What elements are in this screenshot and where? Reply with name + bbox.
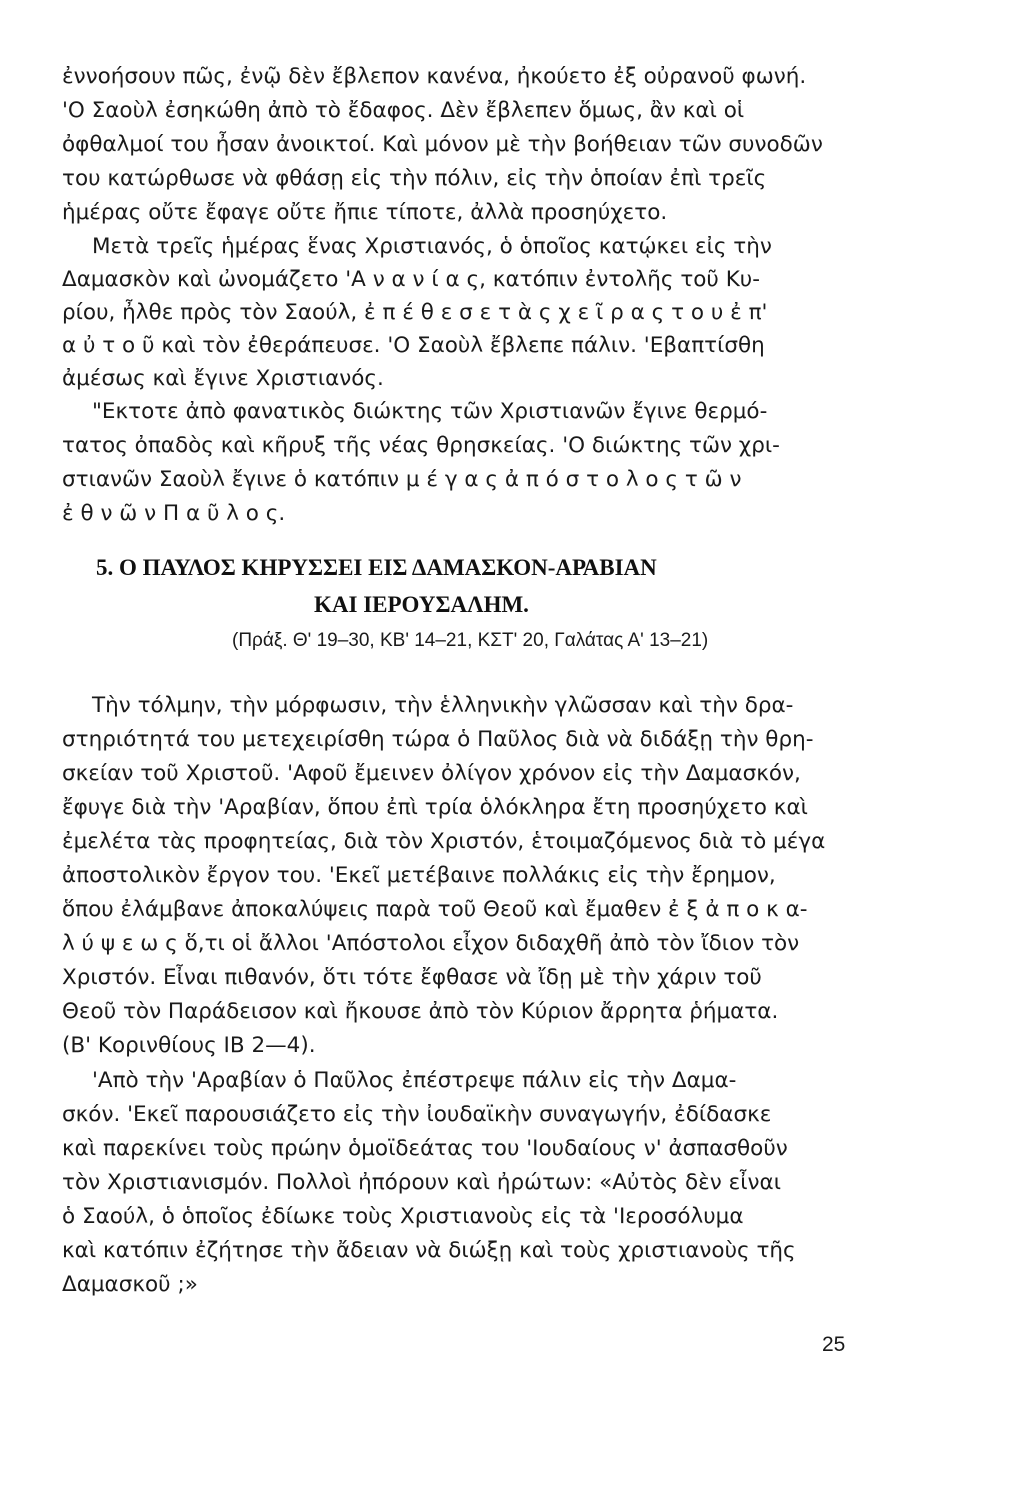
text-line: (Β' Κορινθίους ΙΒ 2—4). <box>62 1033 316 1058</box>
text-line: σκείαν τοῦ Χριστοῦ. 'Αφοῦ ἔμεινεν ὀλίγον χρόνον εἰς τὴν Δαμασκόν, <box>62 761 801 786</box>
text-line: του κατώρθωσε νὰ φθάσῃ εἰς τὴν πόλιν, εἰς τὴν ὁποίαν ἐπὶ τρεῖς <box>62 166 767 191</box>
text-line: τατος ὀπαδὸς καὶ κῆρυξ τῆς νέας θρησκείας. 'Ο διώκτης τῶν χρι- <box>62 433 780 458</box>
text-line: στηριότητά του μετεχειρίσθη τώρα ὁ Παῦλος διὰ νὰ διδάξῃ τὴν θρη- <box>62 727 814 752</box>
page-number: 25 <box>822 1333 846 1356</box>
text-line: ἀποστολικὸν ἔργον του. 'Εκεῖ μετέβαινε πολλάκις εἰς τὴν ἔρημον, <box>62 863 776 888</box>
text-line: "Εκτοτε ἀπὸ φανατικὸς διώκτης τῶν Χριστιανῶν ἔγινε θερμό- <box>92 399 768 424</box>
text-line: ἐ θ ν ῶ ν Π α ῦ λ ο ς. <box>62 501 286 526</box>
text-line: ὀφθαλμοί του ἦσαν ἀνοικτοί. Καὶ μόνον μὲ τὴν βοήθειαν τῶν συνοδῶν <box>62 132 823 157</box>
text-line: Μετὰ τρεῖς ἡμέρας ἕνας Χριστιανός, ὁ ὁποῖος κατῴκει εἰς τὴν <box>92 234 772 259</box>
text-line: καὶ παρεκίνει τοὺς πρώην ὁμοϊδεάτας του 'Ιουδαίους ν' ἀσπασθοῦν <box>62 1136 788 1161</box>
text-line: ἡμέρας οὔτε ἔφαγε οὔτε ἤπιε τίποτε, ἀλλὰ προσηύχετο. <box>62 200 668 225</box>
section-references: (Πράξ. Θ' 19–30, ΚΒ' 14–21, ΚΣΤ' 20, Γαλάτας Α' 13–21) <box>232 630 709 651</box>
text-line: Δαμασκὸν καὶ ὠνομάζετο 'Α ν α ν ί α ς, κατόπιν ἐντολῆς τοῦ Κυ- <box>62 267 761 292</box>
text-line: Τὴν τόλμην, τὴν μόρφωσιν, τὴν ἑλληνικὴν γλῶσσαν καὶ τὴν δρα- <box>92 693 794 718</box>
text-line: Θεοῦ τὸν Παράδεισον καὶ ἤκουσε ἀπὸ τὸν Κύριον ἄρρητα ῥήματα. <box>62 999 779 1024</box>
section-heading-line-1: 5. Ο ΠΑΥΛΟΣ ΚΗΡΥΣΣΕΙ ΕΙΣ ΔΑΜΑΣΚΟΝ-ΑΡΑΒΙΑΝ <box>96 555 657 580</box>
text-line: α ὐ τ ο ῦ καὶ τὸν ἐθεράπευσε. 'Ο Σαοὺλ ἔβλεπε πάλιν. 'Εβαπτίσθη <box>62 333 765 358</box>
text-line: ὅπου ἐλάμβανε ἀποκαλύψεις παρὰ τοῦ Θεοῦ καὶ ἔμαθεν ἐ ξ ἀ π ο κ α- <box>62 897 808 922</box>
text-line: ἀμέσως καὶ ἔγινε Χριστιανός. <box>62 366 384 391</box>
text-line: 'Ο Σαοὺλ ἐσηκώθη ἀπὸ τὸ ἔδαφος. Δὲν ἔβλεπεν ὅμως, ἂν καὶ οἱ <box>62 98 745 123</box>
text-line: σκόν. 'Εκεῖ παρουσιάζετο εἰς τὴν ἰουδαϊκὴν συναγωγήν, ἐδίδασκε <box>62 1102 772 1127</box>
text-line: λ ύ ψ ε ω ς ὅ,τι οἱ ἄλλοι 'Απόστολοι εἶχον διδαχθῆ ἀπὸ τὸν ἴδιον τὸν <box>62 931 800 956</box>
text-line: Χριστόν. Εἶναι πιθανόν, ὅτι τότε ἔφθασε νὰ ἴδῃ μὲ τὴν χάριν τοῦ <box>62 965 762 990</box>
text-line: ἐμελέτα τὰς προφητείας, διὰ τὸν Χριστόν, ἑτοιμαζόμενος διὰ τὸ μέγα <box>62 829 826 854</box>
text-line: Δαμασκοῦ ;» <box>62 1272 198 1297</box>
text-line: ἐννοήσουν πῶς, ἐνῷ δὲν ἔβλεπον κανένα, ἠκούετο ἐξ οὐρανοῦ φωνή. <box>62 64 807 89</box>
text-line: 'Απὸ τὴν 'Αραβίαν ὁ Παῦλος ἐπέστρεψε πάλιν εἰς τὴν Δαμα- <box>92 1068 737 1093</box>
text-line: τὸν Χριστιανισμόν. Πολλοὶ ἠπόρουν καὶ ἠρώτων: «Αὐτὸς δὲν εἶναι <box>62 1170 781 1195</box>
section-heading-line-2: ΚΑΙ ΙΕΡΟΥΣΑΛΗΜ. <box>314 592 529 617</box>
text-line: καὶ κατόπιν ἐζήτησε τὴν ἄδειαν νὰ διώξῃ καὶ τοὺς χριστιανοὺς τῆς <box>62 1238 796 1263</box>
text-line: ὁ Σαούλ, ὁ ὁποῖος ἐδίωκε τοὺς Χριστιανοὺς εἰς τὰ 'Ιεροσόλυμα <box>62 1204 744 1229</box>
text-line: ἔφυγε διὰ τὴν 'Αραβίαν, ὅπου ἐπὶ τρία ὁλόκληρα ἔτη προσηύχετο καὶ <box>62 795 808 820</box>
text-line: ρίου, ἦλθε πρὸς τὸν Σαούλ, ἐ π έ θ ε σ ε τ ὰ ς χ ε ῖ ρ α ς τ ο υ ἐ π' <box>62 300 768 325</box>
text-line: στιανῶν Σαοὺλ ἔγινε ὁ κατόπιν μ έ γ α ς ἀ π ό σ τ ο λ ο ς τ ῶ ν <box>62 467 742 492</box>
